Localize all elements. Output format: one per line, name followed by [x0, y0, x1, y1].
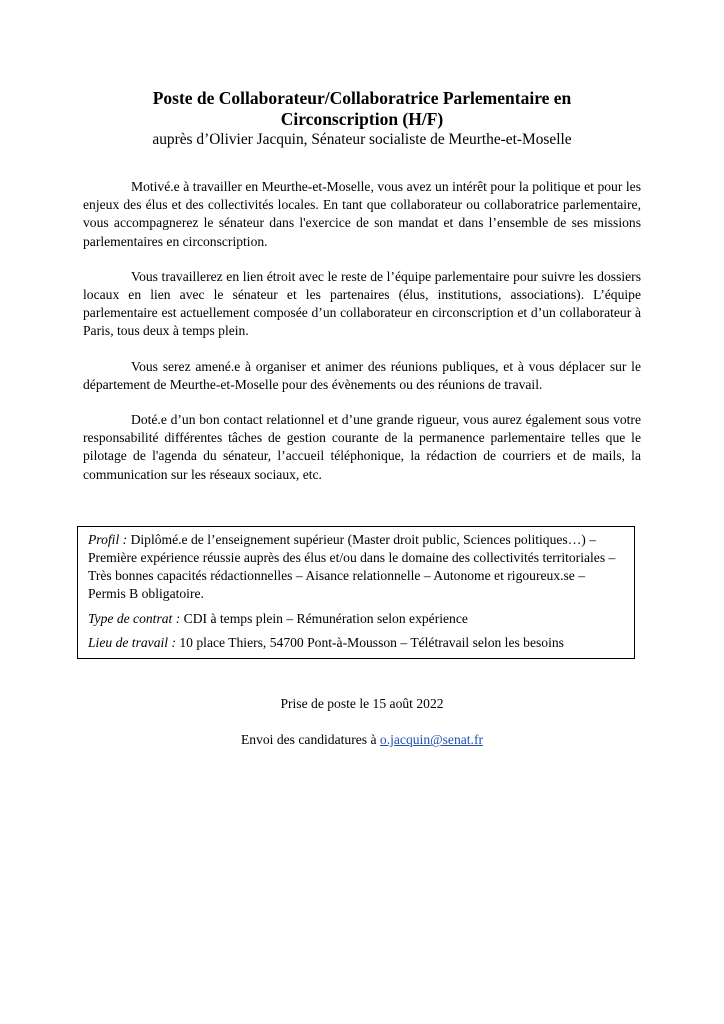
location-text: 10 place Thiers, 54700 Pont-à-Mousson – Télétravail selon les besoins	[179, 634, 564, 650]
application-line	[83, 731, 641, 749]
location-row	[88, 634, 624, 652]
profile-label: Profil :	[88, 531, 128, 547]
job-details-box	[77, 526, 635, 659]
profile-row	[88, 531, 624, 604]
location-label: Lieu de travail :	[88, 634, 176, 650]
paragraph-team: Vous travaillerez en lien étroit avec le reste de l’équipe parlementaire pour suivre les dossiers locaux en lien avec le sénateur et les partenaires (élus, institutions, associations). L’équipe parlementaire est actuellement composée d’un collaborateur en circonscription et d’un collaborateur à Paris, tous deux à temps plein.	[83, 268, 641, 339]
email-link[interactable]: o.jacquin@senat.fr	[379, 732, 484, 748]
job-title: Poste de Collaborateur/Collaboratrice Parlementaire en Circonscription (H/F)	[152, 88, 572, 129]
job-description	[83, 178, 641, 484]
paragraph-meetings: Vous serez amené.e à organiser et animer des réunions publiques, et à vous déplacer sur le département de Meurthe-et-Moselle pour des évènements ou des réunions de travail.	[83, 358, 641, 392]
contract-label: Type de contrat :	[88, 610, 181, 626]
profile-text: Diplômé.e de l’enseignement supérieur (Master droit public, Sciences politiques…) – Première expérience réussie auprès des élus et/ou dans le domaine des collectivités territoriales – Très bonnes capacités rédactionnelles – Aisance relationnelle – Autonome et rigoureux.se – Permis B obligatoire.	[88, 531, 616, 602]
application-text: Envoi des candidatures à	[240, 732, 377, 748]
contract-row	[88, 610, 624, 628]
contract-text: CDI à temps plein – Rémunération selon expérience	[183, 610, 468, 626]
paragraph-tasks: Doté.e d’un bon contact relationnel et d’une grande rigueur, vous aurez également sous votre responsabilité différentes tâches de gestion courante de la permanence parlementaire telles que le pilotage de l'agenda du sénateur, l’accueil téléphonique, la rédaction de courriers et de mails, la communication sur les réseaux sociaux, etc.	[83, 412, 641, 482]
start-date: Prise de poste le 15 août 2022	[280, 696, 444, 712]
paragraph-motivation: Motivé.e à travailler en Meurthe-et-Moselle, vous avez un intérêt pour la politique et pour les enjeux des élus et des collectivités locales. En tant que collaborateur ou collaboratrice parlementaire, vous accompagnerez le sénateur dans l'exercice de son mandat et dans l’ensemble de ses missions parlementaires en circonscription.	[83, 179, 641, 249]
job-subtitle: auprès d’Olivier Jacquin, Sénateur socialiste de Meurthe-et-Moselle	[152, 131, 572, 148]
